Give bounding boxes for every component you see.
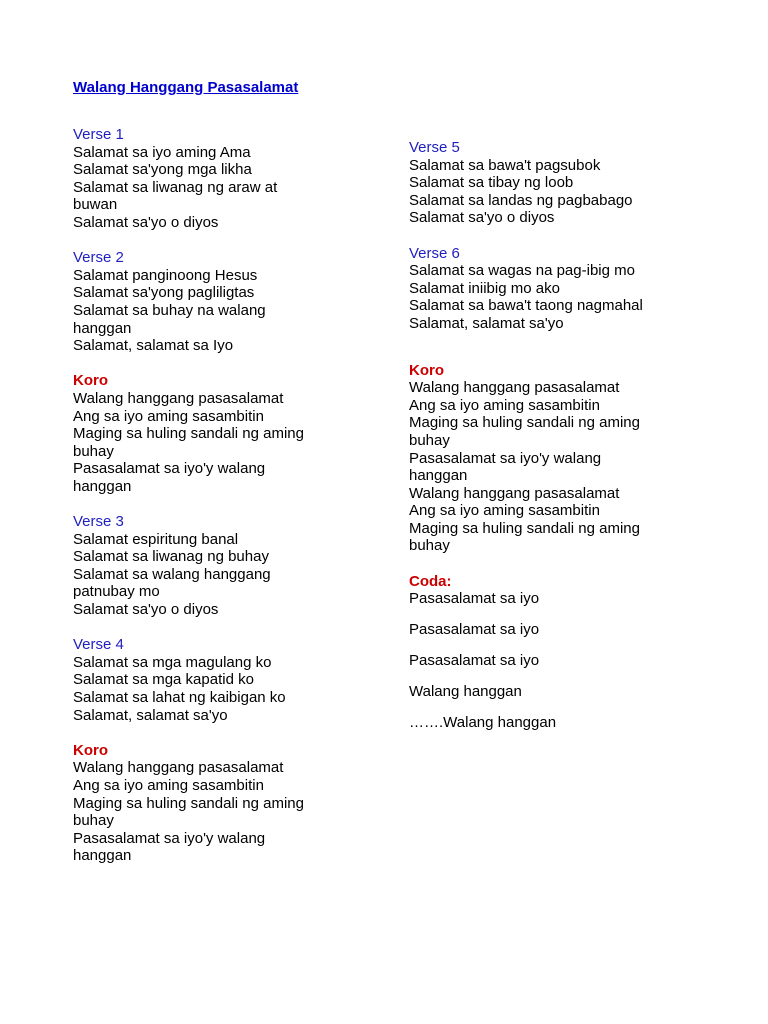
lyric-line: Salamat sa landas ng pagbabago: [409, 191, 633, 209]
lyric-line: Pasasalamat sa iyo'y walang: [409, 449, 602, 467]
lyric-line: Ang sa iyo aming sasambitin: [409, 502, 600, 520]
lyric-line: Pasasalamat sa iyo: [409, 621, 540, 639]
lyric-line: Ang sa iyo aming sasambitin: [73, 407, 264, 425]
lyric-line: Salamat, salamat sa'yo: [73, 706, 228, 724]
section-heading: Koro: [73, 372, 108, 390]
section-heading: Verse 1: [73, 126, 124, 143]
lyric-line: hanggan: [73, 847, 132, 865]
lyric-line: Walang hanggang pasasalamat: [73, 389, 284, 407]
lyric-line: Maging sa huling sandali ng aming: [73, 794, 304, 812]
section-heading: Koro: [73, 741, 108, 759]
lyric-line: Walang hanggang pasasalamat: [409, 484, 620, 502]
lyric-line: hanggan: [409, 467, 468, 485]
right-column: [409, 139, 709, 732]
lyric-line: Ang sa iyo aming sasambitin: [73, 776, 264, 794]
lyric-line: Walang hanggang pasasalamat: [73, 759, 284, 777]
lyric-line: Walang hanggang pasasalamat: [409, 379, 620, 397]
lyric-line: Pasasalamat sa iyo: [409, 590, 540, 608]
lyric-line: Pasasalamat sa iyo: [409, 652, 540, 670]
section-heading: Coda:: [409, 572, 452, 590]
verse-2: [73, 249, 373, 355]
lyric-line: Salamat sa liwanag ng buhay: [73, 548, 269, 566]
coda: [409, 573, 709, 732]
lyric-line: Salamat, salamat sa Iyo: [73, 337, 234, 355]
lyric-line: hanggan: [73, 477, 132, 495]
section-heading: Verse 4: [73, 636, 124, 654]
lyric-line: Salamat sa iyo aming Ama: [73, 143, 251, 161]
lyric-line: Salamat sa bawa't taong nagmahal: [409, 297, 643, 315]
lyric-line: hanggan: [73, 319, 132, 337]
lyric-line: buhay: [409, 431, 450, 449]
section-heading: Verse 6: [409, 244, 460, 262]
lyric-line: Pasasalamat sa iyo'y walang: [73, 829, 266, 847]
left-column: [73, 126, 373, 865]
lyric-line: Salamat, salamat sa'yo: [409, 314, 564, 332]
lyric-line: buhay: [409, 537, 450, 555]
lyric-line: …….Walang hanggan: [409, 714, 557, 732]
verse-4: [73, 636, 373, 724]
lyric-line: Maging sa huling sandali ng aming: [409, 414, 640, 432]
lyric-line: Salamat panginoong Hesus: [73, 266, 258, 284]
lyric-line: Pasasalamat sa iyo'y walang: [73, 460, 266, 478]
lyric-line: buhay: [73, 812, 114, 830]
lyric-line: patnubay mo: [73, 583, 160, 601]
lyric-line: buhay: [73, 442, 114, 460]
lyric-line: buwan: [73, 196, 118, 214]
lyric-line: Salamat sa'yo o diyos: [73, 213, 219, 231]
verse-6: [409, 245, 709, 333]
section-heading: Koro: [409, 361, 444, 379]
lyric-line: Salamat iniibig mo ako: [409, 279, 560, 297]
lyric-line: Salamat sa bawa't pagsubok: [409, 156, 601, 174]
lyric-line: Ang sa iyo aming sasambitin: [409, 396, 600, 414]
verse-1: [73, 126, 373, 232]
lyric-line: Salamat sa buhay na walang: [73, 301, 266, 319]
verse-3: [73, 513, 373, 619]
section-heading: Verse 2: [73, 249, 124, 267]
lyric-line: Walang hanggan: [409, 683, 522, 701]
chorus-3: [409, 362, 709, 556]
lyric-line: Salamat sa tibay ng loob: [409, 174, 574, 192]
chorus-2: [73, 742, 373, 865]
lyric-line: Salamat sa'yong pagliligtas: [73, 284, 255, 302]
verse-5: [409, 139, 709, 227]
lyric-line: Maging sa huling sandali ng aming: [73, 425, 304, 443]
lyric-line: Salamat sa'yo o diyos: [73, 601, 219, 619]
section-heading: Verse 3: [73, 513, 124, 531]
lyric-line: Salamat sa'yong mga likha: [73, 161, 252, 179]
lyric-line: Salamat sa liwanag ng araw at: [73, 178, 278, 196]
lyric-line: Salamat sa walang hanggang: [73, 565, 271, 583]
lyric-line: Salamat sa wagas na pag-ibig mo: [409, 262, 635, 280]
song-title: Walang Hanggang Pasasalamat: [73, 79, 299, 96]
chorus-1: [73, 372, 373, 495]
lyric-line: Salamat sa lahat ng kaibigan ko: [73, 689, 286, 706]
lyric-line: Salamat sa mga magulang ko: [73, 653, 272, 671]
section-heading: Verse 5: [409, 139, 460, 156]
lyric-line: Salamat sa'yo o diyos: [409, 209, 555, 227]
lyric-line: Salamat sa mga kapatid ko: [73, 671, 254, 689]
lyric-line: Maging sa huling sandali ng aming: [409, 519, 640, 537]
lyric-line: Salamat espiritung banal: [73, 530, 239, 548]
